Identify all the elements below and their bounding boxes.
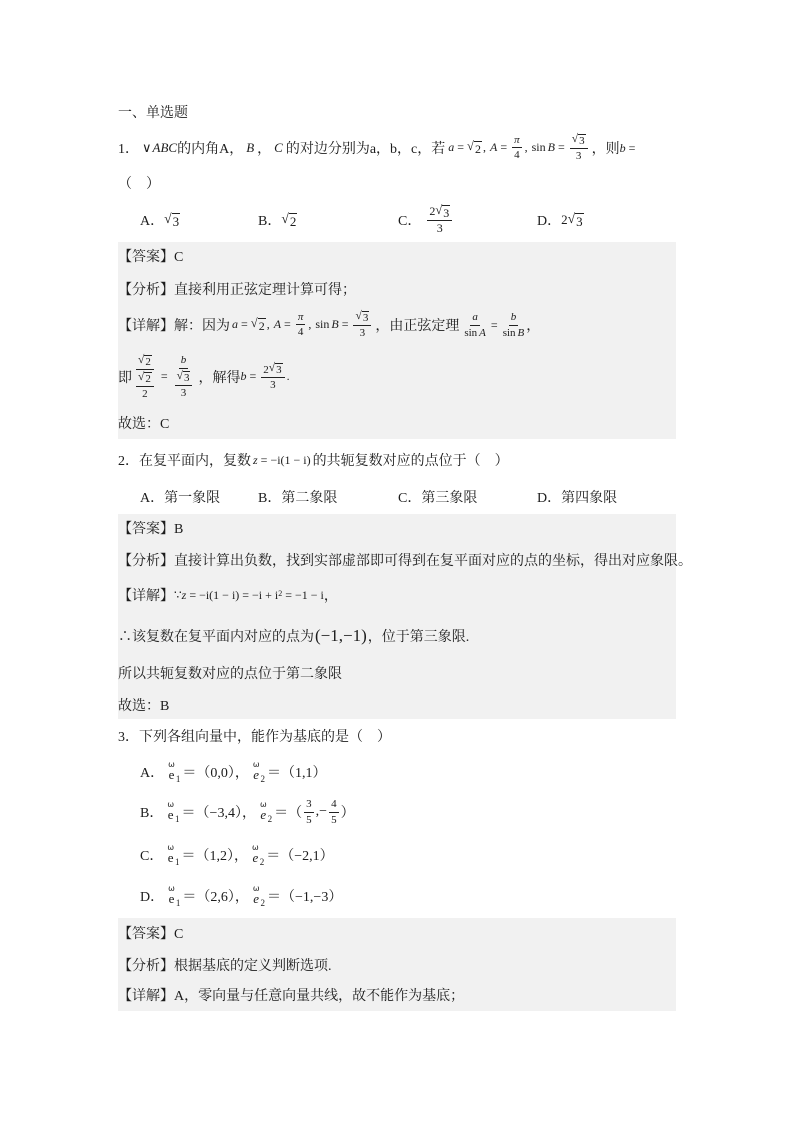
fraction-denominator: 5: [331, 813, 337, 826]
radical-sign: √: [281, 211, 289, 226]
vector-letter: e: [168, 891, 175, 906]
vector: [167, 845, 174, 865]
option-label: D．: [140, 890, 165, 905]
complex-expression: [253, 453, 311, 468]
math-variable: B: [331, 317, 339, 332]
radical: [269, 362, 283, 376]
fraction-numerator: [175, 370, 193, 386]
option-label: D．: [537, 214, 562, 229]
math-variable: B: [547, 140, 555, 155]
math-variable: b: [619, 140, 626, 155]
fraction: [261, 362, 284, 392]
radical-sign: √: [467, 139, 474, 154]
q3-detail: [118, 985, 464, 1005]
subscript: 2: [259, 857, 265, 867]
vector-mark: ω: [168, 760, 175, 769]
equals-sign: =: [284, 317, 291, 332]
vector-letter: e: [253, 891, 260, 906]
choice-text: 故选：C: [118, 417, 170, 432]
result: [240, 362, 289, 392]
fraction-denominator: [134, 370, 156, 401]
sin-function: sin: [531, 140, 546, 155]
fraction-denominator: 3: [180, 386, 187, 399]
option-value: [281, 212, 297, 228]
vector-mark: ω: [167, 843, 175, 852]
radicand: 2: [145, 355, 151, 368]
math-variable: a: [448, 140, 455, 155]
unknown-b: [620, 141, 639, 156]
fraction: [503, 311, 525, 339]
given-conditions: [232, 310, 373, 340]
radical-sign: √: [268, 362, 276, 375]
equals-sign: =: [341, 317, 349, 332]
coefficient: 2: [429, 204, 436, 219]
vector-letter: e: [252, 850, 259, 865]
vector-mark: ω: [252, 843, 259, 852]
vector-e2: [260, 802, 272, 822]
q3-option-c[interactable]: [140, 843, 334, 867]
vector-mark: ω: [168, 884, 175, 893]
fraction-numerator: [353, 310, 371, 326]
triangle-name: ABC: [152, 140, 178, 155]
detail-text: ，: [323, 589, 338, 604]
fraction-numerator: π: [512, 134, 522, 149]
q2-detail-conclusion: [118, 663, 342, 683]
sin-function: sin: [464, 326, 478, 339]
equals-sign: =: [457, 140, 465, 155]
vector-e2: [253, 762, 265, 782]
vector-e1: [168, 886, 180, 906]
sin-function: sin: [315, 317, 330, 332]
detail-text: 即: [118, 371, 132, 386]
q3-stem-text: 下列各组向量中，能作为基底的是（ ）: [139, 730, 391, 745]
radical: [568, 212, 584, 228]
analysis-text: 【分析】直接利用正弦定理计算可得；: [118, 283, 356, 298]
q1-detail-step: [118, 348, 290, 406]
option-label: B．: [258, 214, 282, 229]
fraction-numerator: [136, 371, 154, 387]
fraction: [136, 371, 154, 401]
radical: [281, 212, 297, 228]
fraction: [427, 204, 452, 236]
choice-text: 故选：B: [118, 699, 170, 714]
q2-stem-text: 的共轭复数对应的点位于（ ）: [312, 454, 509, 469]
detail-text: ∴该复数在复平面内对应的点为: [118, 630, 314, 645]
equals-sign: =: [241, 317, 248, 332]
option-label: C．: [140, 849, 164, 864]
q2-number: 2．: [118, 454, 139, 469]
math-variable: z: [253, 452, 258, 467]
q1-stem: [118, 130, 638, 166]
radical: [251, 317, 266, 332]
radical: [355, 310, 369, 324]
radicand: 2: [145, 372, 151, 385]
subscript: 1: [175, 898, 181, 908]
vector-value: ＝（2,6），: [182, 890, 249, 905]
vector-value: ＝（−2,1）: [266, 849, 334, 864]
subscript: 1: [175, 857, 180, 867]
radicand: 3: [443, 206, 450, 221]
fraction-numerator: b: [179, 354, 189, 369]
sin-function: sin: [502, 326, 516, 339]
radicand: 3: [276, 364, 282, 377]
fraction: [353, 310, 371, 340]
vector-value: ＝（1,1）: [267, 766, 327, 781]
detail-text: ，位于第三象限.: [367, 630, 470, 645]
q1-stem-comma: ，: [257, 142, 272, 157]
radicand: 3: [183, 371, 190, 384]
q1-choice: [118, 413, 169, 433]
coefficient: 2: [561, 212, 568, 227]
answer-text: 【答案】B: [118, 522, 184, 537]
radical: [164, 212, 180, 228]
radicand: 2: [258, 319, 265, 334]
detail-text: 【详解】A，零向量与任意向量共线，故不能作为基底；: [118, 989, 465, 1004]
vector-letter: e: [168, 767, 175, 782]
vector-text: ＝（: [274, 806, 303, 821]
section-title: [118, 102, 188, 122]
equals-sign: =: [490, 317, 498, 332]
vector-value: [274, 798, 354, 826]
expression: = −1 − i: [282, 587, 324, 602]
option-value: [425, 204, 454, 236]
fraction-denominator: 3: [575, 150, 582, 163]
math-variable: A: [273, 317, 282, 332]
period: .: [286, 369, 290, 384]
because-symbol: ∵: [174, 587, 182, 602]
q3-option-a[interactable]: [140, 760, 327, 784]
answer-blank: （ ）: [118, 177, 160, 192]
fraction: [134, 354, 156, 401]
radical: [467, 140, 482, 155]
radical: [138, 371, 152, 385]
vector-value: ＝（1,2），: [181, 849, 249, 864]
triangle-symbol: ∨: [142, 140, 152, 155]
math-variable: a: [232, 317, 238, 332]
radical: [572, 133, 586, 147]
radical: [177, 370, 191, 384]
vector-text: ,−: [315, 804, 328, 819]
fraction-numerator: [427, 204, 452, 221]
analysis-text: 【分析】直接计算出负数，找到实部虚部即可得到在复平面对应的点的坐标，得出对应象限。: [118, 554, 692, 569]
q1-analysis: [118, 279, 356, 299]
radical-sign: √: [138, 370, 145, 383]
radicand: 3: [576, 214, 583, 229]
option-text: B．第二象限: [258, 491, 338, 506]
fraction: [175, 370, 193, 400]
q1-option-d[interactable]: [537, 208, 584, 232]
option-label: C．: [398, 214, 422, 229]
option-label: A．: [140, 766, 165, 781]
vector-value: ＝（−1,−3）: [267, 890, 343, 905]
q2-stem-text: 在复平面内，复数: [139, 454, 251, 469]
fraction-denominator: 3: [359, 327, 366, 340]
vector: [252, 845, 259, 865]
vector-letter: e: [253, 767, 260, 782]
vector-e2: [252, 845, 264, 865]
math-variable: B: [517, 326, 525, 339]
q2-option-c[interactable]: [398, 487, 477, 507]
q1-answer-blank: [118, 173, 160, 193]
q2-answer: [118, 518, 183, 538]
option-value: [561, 212, 584, 228]
fraction-denominator: 2: [142, 387, 148, 400]
q2-detail: [118, 585, 338, 605]
radical: [138, 354, 152, 368]
q1-option-a[interactable]: [140, 208, 180, 232]
comma: ,: [482, 140, 486, 155]
subscript: 2: [267, 814, 273, 824]
detail-label: 【详解】解：因为: [118, 319, 230, 334]
q3-number: 3．: [118, 730, 139, 745]
fraction-denominator: 4: [297, 326, 304, 339]
equals-sign: =: [500, 140, 508, 155]
vector-letter: e: [167, 850, 174, 865]
fraction: [570, 133, 588, 163]
q2-option-d[interactable]: [537, 487, 617, 507]
math-variable: b: [240, 369, 247, 384]
point-coordinates: (−1,−1): [315, 626, 367, 645]
q1-option-b[interactable]: [258, 208, 297, 232]
expression: = −i(1 − i) = −i + i: [186, 587, 279, 602]
vector-e1: [168, 762, 180, 782]
given-conditions: [448, 133, 589, 163]
radical-sign: √: [567, 211, 576, 226]
vector-e2: [253, 886, 265, 906]
expression: = −i(1 − i): [257, 452, 311, 467]
q3-option-d[interactable]: [140, 884, 342, 908]
fraction-denominator: 3: [270, 379, 276, 392]
math-variable: C: [274, 140, 283, 155]
radicand: 3: [362, 312, 369, 325]
option-text: C．第三象限: [398, 491, 478, 506]
radical-sign: √: [355, 310, 362, 323]
q3-answer: [118, 923, 183, 943]
radical: [435, 204, 450, 219]
vector-e1: [167, 845, 179, 865]
q1-stem-text: 的内角A，: [177, 142, 244, 157]
fraction: [304, 798, 314, 826]
vector: [167, 802, 174, 822]
option-text: A．第一象限: [140, 491, 221, 506]
radicand: 2: [289, 214, 297, 229]
subscript: 2: [260, 898, 266, 908]
equals-sign: =: [160, 369, 168, 384]
comma: ,: [308, 317, 312, 332]
equation: [132, 354, 196, 401]
q1-option-c[interactable]: [398, 202, 454, 238]
fraction-denominator: 3: [436, 221, 443, 236]
q2-solution-box: [118, 514, 676, 719]
fraction-numerator: b: [509, 311, 519, 326]
comma: ,: [266, 317, 270, 332]
q2-option-b[interactable]: [258, 487, 337, 507]
q2-option-a[interactable]: [140, 487, 220, 507]
complex-calculation: [174, 588, 324, 603]
radical-sign: √: [435, 203, 443, 218]
radical-sign: √: [164, 211, 172, 226]
fraction-numerator: [261, 362, 284, 378]
fraction-numerator: π: [296, 311, 306, 326]
detail-text: 所以共轭复数对应的点位于第二象限: [118, 667, 342, 682]
q1-number: 1．: [118, 142, 139, 157]
math-variable: z: [181, 587, 187, 602]
vector-mark: ω: [252, 760, 260, 769]
q2-stem: [118, 450, 509, 470]
fraction-numerator: [570, 133, 588, 149]
vector-mark: ω: [259, 800, 267, 809]
fraction: [296, 311, 306, 339]
equals-sign: =: [249, 369, 257, 384]
vector-value: ＝（−3,4），: [181, 806, 256, 821]
subscript: 2: [260, 774, 266, 784]
q3-stem: [118, 726, 391, 746]
fraction-numerator: [136, 354, 154, 370]
radicand: 3: [172, 214, 180, 229]
detail-text: ，解得: [198, 371, 241, 386]
coefficient: 2: [263, 363, 269, 376]
fraction-numerator: 3: [304, 798, 314, 813]
q2-choice: [118, 695, 169, 715]
answer-text: 【答案】C: [118, 250, 184, 265]
fraction-denominator: 5: [306, 813, 312, 826]
q3-option-b[interactable]: [140, 794, 355, 830]
option-text: D．第四象限: [537, 491, 618, 506]
radicand: 3: [579, 135, 585, 148]
vector-value: ＝（0,0），: [182, 766, 249, 781]
vector: [168, 886, 175, 906]
math-variable: A: [489, 140, 498, 155]
detail-text: ，: [526, 319, 541, 334]
fraction-numerator: 4: [329, 798, 339, 813]
fraction: [173, 354, 195, 399]
fraction: [512, 134, 522, 162]
math-variable: B: [246, 140, 255, 155]
radical-sign: √: [250, 316, 258, 331]
fraction-denominator: [464, 326, 486, 340]
q3-analysis: [118, 955, 332, 975]
fraction: [329, 798, 339, 826]
radical-sign: √: [176, 369, 183, 382]
subscript: 1: [175, 814, 180, 824]
fraction-numerator: a: [470, 311, 480, 326]
q1-answer: [118, 246, 183, 266]
vector-letter: e: [260, 807, 267, 822]
comma: ,: [524, 140, 528, 155]
radical-sign: √: [571, 133, 579, 146]
q1-stem-text: ，则: [591, 142, 620, 157]
radical-sign: √: [138, 353, 145, 366]
vector-text: ）: [340, 806, 355, 821]
vector: [168, 762, 175, 782]
option-value: [164, 212, 180, 228]
answer-text: 【答案】C: [118, 927, 184, 942]
subscript: 1: [175, 774, 181, 784]
q2-detail-point: [118, 623, 469, 649]
fraction: [464, 311, 486, 339]
math-variable: A: [479, 326, 486, 339]
equals-sign: =: [628, 140, 636, 155]
vector-letter: e: [167, 807, 174, 822]
fraction-denominator: 4: [514, 149, 520, 162]
vector-mark: ω: [167, 800, 175, 809]
vector: [253, 762, 260, 782]
radicand: 2: [474, 142, 481, 157]
q1-stem-text: 的对边分别为a，b，c，若: [285, 142, 446, 157]
vector: [253, 886, 260, 906]
option-label: B．: [140, 806, 164, 821]
q2-analysis: [118, 550, 692, 570]
vector-mark: ω: [252, 884, 260, 893]
q1-detail: [118, 305, 540, 345]
option-label: A．: [140, 214, 165, 229]
law-of-sines: [462, 311, 526, 339]
vector: [260, 802, 267, 822]
superscript: 2: [278, 588, 283, 598]
detail-label: 【详解】: [118, 589, 174, 604]
detail-text: ，由正弦定理: [375, 319, 460, 334]
analysis-text: 【分析】根据基底的定义判断选项.: [118, 959, 332, 974]
fraction-denominator: [503, 326, 525, 340]
equals-sign: =: [557, 140, 565, 155]
fraction-denominator: [173, 369, 195, 400]
vector-e1: [167, 802, 179, 822]
section-title-text: 一、单选题: [118, 106, 188, 121]
